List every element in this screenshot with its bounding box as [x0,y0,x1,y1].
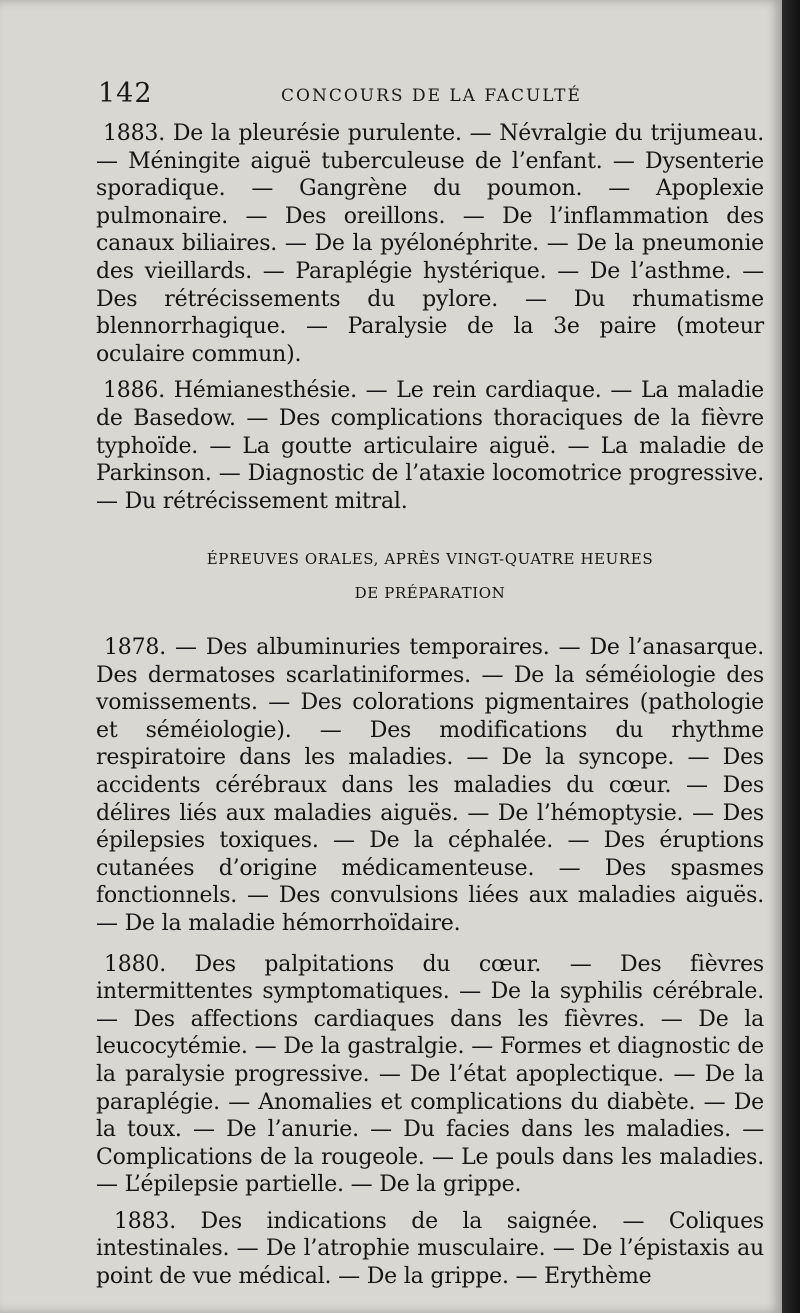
section-title-line-2: DE PRÉPARATION [354,584,506,602]
page-header [98,78,758,112]
section-title-line-1: ÉPREUVES ORALES, APRÈS VINGT-QUATRE HEURES [206,550,654,568]
bottom-entries [96,634,764,1291]
running-title: CONCOURS DE LA FACULTÉ [281,86,582,106]
entry-1883-oral: 1883. Des indications de la saignée. — Coliques intestinales. — De l’atrophie musculaire. — De l’épistaxis au point de vue médical. — De la grippe. — Erythème [96,1208,764,1290]
entry-1886-written: 1886. Hémianesthésie. — Le rein cardiaque. — La maladie de Basedow. — Des complications thoraciques de la fièvre typhoïde. — La goutte articulaire aiguë. — La maladie de Parkinson. — Diagnostic de l’ataxie locomotrice progressive. — Du rétrécissement mitral. [96,378,764,514]
section-title [100,542,760,610]
entry-1883-written: 1883. De la pleurésie purulente. — Névralgie du trijumeau. — Méningite aiguë tuberculeuse de l’enfant. — Dysenterie sporadique. — Gangrène du poumon. — Apoplexie pulmonaire. — Des oreillons. — De l’inflammation des canaux biliaires. — De la pyélonéphrite. — De la pneumonie des vieillards. — Paraplégie hystérique. — De l’asthme. — Des rétrécissements du pylore. — Du rhumatisme blennorrhagique. — Paralysie de la 3e paire (moteur oculaire commun). [96,121,764,367]
entry-1878-oral: 1878. — Des albuminuries temporaires. — De l’anasarque. Des dermatoses scarlatiniformes. — De la séméiologie des vomissements. — Des colorations pigmentaires (pathologie et séméiologie). — Des modifications du rhythme respiratoire dans les maladies. — De la syncope. — Des accidents cérébraux dans les maladies du cœur. — Des délires liés aux maladies aiguës. — De l’hémoptysie. — Des épilepsies toxiques. — De la céphalée. — Des éruptions cutanées d’origine médicamenteuse. — Des spasmes fonctionnels. — Des convulsions liées aux maladies aiguës. — De la maladie hémorrhoïdaire. [96,635,764,936]
page-number: 142 [98,78,153,109]
top-entries [96,120,764,515]
entry-1880-oral: 1880. Des palpitations du cœur. — Des fièvres intermittentes symptomatiques. — De la syphilis cérébrale. — Des affections cardiaques dans les fièvres. — De la leucocytémie. — De la gastralgie. — Formes et diagnostic de la paralysie progressive. — De l’état apoplectique. — De la paraplégie. — Anomalies et complications du diabète. — De la toux. — De l’anurie. — Du facies dans les maladies. — Complications de la rougeole. — Le pouls dans les maladies. — L’épilepsie partielle. — De la grippe. [96,951,764,1198]
